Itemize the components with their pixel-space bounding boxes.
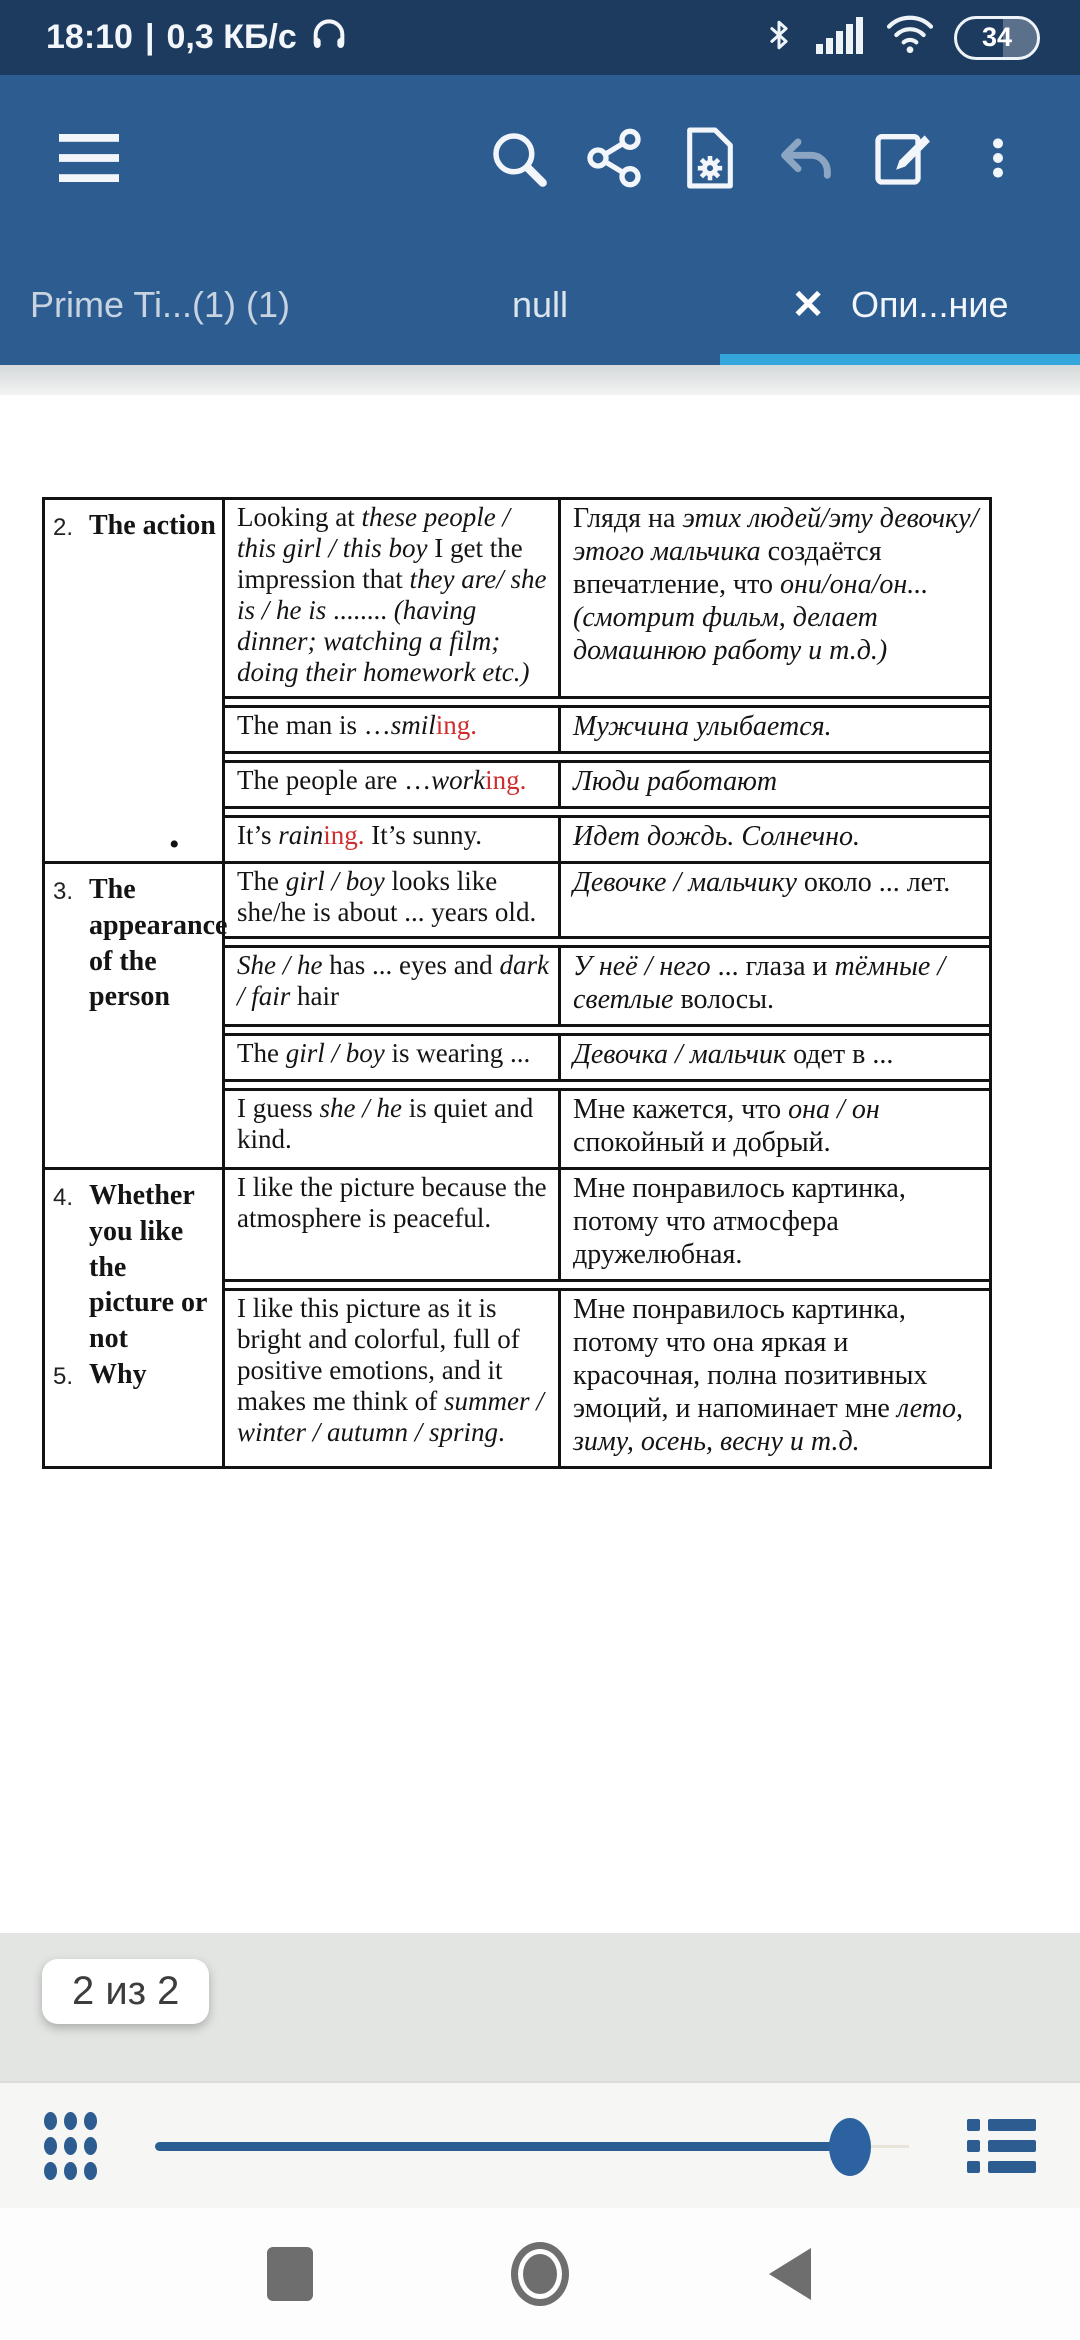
row-title: Whether you like the picture or not bbox=[89, 1180, 207, 1355]
hamburger-icon bbox=[55, 128, 129, 193]
overflow-menu-button[interactable] bbox=[950, 112, 1046, 208]
row-number: 5. bbox=[53, 1363, 74, 1391]
table-subrows bbox=[169, 500, 989, 861]
tab-label: Опи...ние bbox=[850, 284, 1009, 325]
table-group bbox=[45, 861, 989, 1167]
home-circle-icon bbox=[511, 2242, 569, 2306]
share-button[interactable] bbox=[566, 112, 662, 208]
cell-russian: Мне понравилось картинка, потому что она яркая и красочная, полна позитивных эмоций, и напоминает мне лето, зиму, осень, весну и т.д. bbox=[573, 1294, 964, 1457]
table-row bbox=[225, 1288, 989, 1466]
slider-track[interactable] bbox=[155, 2142, 849, 2151]
recents-square-icon bbox=[267, 2247, 313, 2301]
page-bottom-area bbox=[0, 1933, 1080, 2081]
cell-english: The girl / boy is wearing ... bbox=[225, 1036, 561, 1079]
nav-back-button[interactable] bbox=[750, 2234, 830, 2314]
row-number: 4. bbox=[53, 1184, 74, 1211]
back-triangle-icon bbox=[769, 2248, 811, 2300]
title-item bbox=[53, 1357, 218, 1393]
status-bar bbox=[0, 0, 1080, 75]
document-page[interactable] bbox=[0, 365, 1080, 2081]
title-item bbox=[53, 508, 218, 544]
headphones-icon bbox=[309, 13, 349, 62]
tab-opisanie[interactable] bbox=[720, 245, 1080, 365]
viewer-toolbar bbox=[0, 2081, 1080, 2208]
app-toolbar bbox=[0, 75, 1080, 245]
row-title: The action bbox=[89, 510, 216, 541]
cell-english: I like the picture because the atmosphere is peaceful. bbox=[225, 1170, 561, 1279]
cell-russian: Идет дождь. Солнечно. bbox=[573, 821, 860, 852]
table-row bbox=[225, 945, 989, 1027]
battery-indicator bbox=[954, 16, 1040, 60]
tab-label: null bbox=[511, 284, 569, 325]
active-tab-underline bbox=[720, 354, 1080, 365]
signal-icon bbox=[814, 14, 866, 61]
table-row bbox=[169, 815, 989, 861]
cell-english: Looking at these people / this girl / this boy I get the impression that they are/ she is / he is ........ (having dinner; watching a film; doing their homework etc.) bbox=[225, 500, 561, 696]
table-subrows bbox=[225, 1170, 989, 1466]
table-subrows bbox=[225, 864, 989, 1167]
row-title-cell bbox=[45, 864, 228, 1167]
page-top-shadow bbox=[0, 365, 1080, 395]
clock-text: 18:10 bbox=[46, 18, 133, 56]
document-settings-button[interactable] bbox=[662, 112, 758, 208]
cell-russian: Люди работают bbox=[573, 766, 778, 797]
tab-null[interactable] bbox=[360, 245, 720, 365]
search-icon bbox=[485, 125, 551, 196]
cell-english: It’s raining. It’s sunny. bbox=[225, 818, 561, 861]
tab-prime-time[interactable] bbox=[0, 245, 360, 365]
edit-icon bbox=[870, 126, 934, 195]
bullet-marker: • bbox=[169, 828, 180, 861]
android-nav-bar bbox=[0, 2208, 1080, 2340]
cell-english: I guess she / he is quiet and kind. bbox=[225, 1091, 561, 1167]
cell-russian: Мужчина улыбается. bbox=[573, 711, 832, 742]
cell-english: She / he has ... eyes and dark / fair hair bbox=[225, 948, 561, 1024]
cell-russian: Мне кажется, что она / он спокойный и добрый. bbox=[573, 1094, 880, 1158]
separator: | bbox=[144, 18, 155, 56]
tab-label: Prime Ti...(1) (1) bbox=[30, 284, 291, 325]
table-group bbox=[45, 1167, 989, 1466]
title-item bbox=[53, 1178, 218, 1357]
cell-russian: Девочке / мальчику около ... лет. bbox=[573, 867, 951, 898]
share-icon bbox=[582, 126, 646, 195]
undo-button[interactable] bbox=[758, 112, 854, 208]
table-group bbox=[45, 500, 989, 861]
battery-level: 34 bbox=[981, 22, 1013, 52]
search-button[interactable] bbox=[470, 112, 566, 208]
table-row bbox=[225, 1088, 989, 1167]
table-row bbox=[225, 1033, 989, 1082]
table-row bbox=[225, 705, 989, 754]
page-slider[interactable] bbox=[155, 2116, 909, 2176]
row-title-cell bbox=[45, 1170, 225, 1466]
cell-russian: Глядя на этих людей/эту девочку/этого мальчика создаётся впечатление, что они/она/он... (смотрит фильм, делает домашнюю работу и т.д.) bbox=[573, 503, 979, 666]
menu-button[interactable] bbox=[44, 112, 140, 208]
table-row bbox=[225, 760, 989, 809]
edit-button[interactable] bbox=[854, 112, 950, 208]
cell-russian: Девочка / мальчик одет в ... bbox=[573, 1039, 894, 1070]
row-title: Why bbox=[89, 1359, 147, 1391]
slider-thumb[interactable] bbox=[829, 2118, 871, 2176]
net-speed-text: 0,3 КБ/с bbox=[166, 18, 297, 56]
cell-english: I like this picture as it is bright and colorful, full of positive emotions, and it makes me think of summer / winter / autumn / spring. bbox=[225, 1291, 561, 1466]
undo-icon bbox=[774, 126, 838, 195]
cell-russian: Мне понравилось картинка, потому что атмосфера дружелюбная. bbox=[573, 1173, 906, 1270]
outline-button[interactable] bbox=[967, 2119, 1036, 2173]
nav-recents-button[interactable] bbox=[250, 2234, 330, 2314]
tab-close-icon[interactable]: ✕ bbox=[791, 283, 825, 327]
row-number: 3. bbox=[53, 878, 74, 905]
table-row bbox=[225, 1170, 989, 1282]
bluetooth-icon bbox=[762, 14, 796, 61]
cell-russian: У неё / него ... глаза и тёмные / светлые волосы. bbox=[573, 951, 946, 1015]
page-indicator-badge: 2 из 2 bbox=[42, 1959, 209, 2024]
cell-english: The girl / boy looks like she/he is about ... years old. bbox=[225, 864, 561, 936]
cell-english: The people are …working. bbox=[225, 763, 561, 806]
doc-table bbox=[42, 497, 992, 1469]
row-number: 2. bbox=[53, 514, 74, 541]
thumbnails-button[interactable] bbox=[44, 2112, 97, 2180]
cell-english: The man is …smiling. bbox=[225, 708, 561, 751]
wifi-icon bbox=[884, 14, 936, 61]
table-row bbox=[225, 864, 989, 939]
nav-home-button[interactable] bbox=[500, 2234, 580, 2314]
title-item bbox=[53, 872, 228, 1015]
tab-bar bbox=[0, 245, 1080, 365]
table-row bbox=[225, 500, 989, 699]
row-title: The appearance of the person bbox=[89, 874, 228, 1013]
overflow-menu-icon bbox=[973, 126, 1023, 195]
row-title-cell bbox=[45, 500, 225, 861]
document-settings-icon bbox=[679, 125, 741, 196]
